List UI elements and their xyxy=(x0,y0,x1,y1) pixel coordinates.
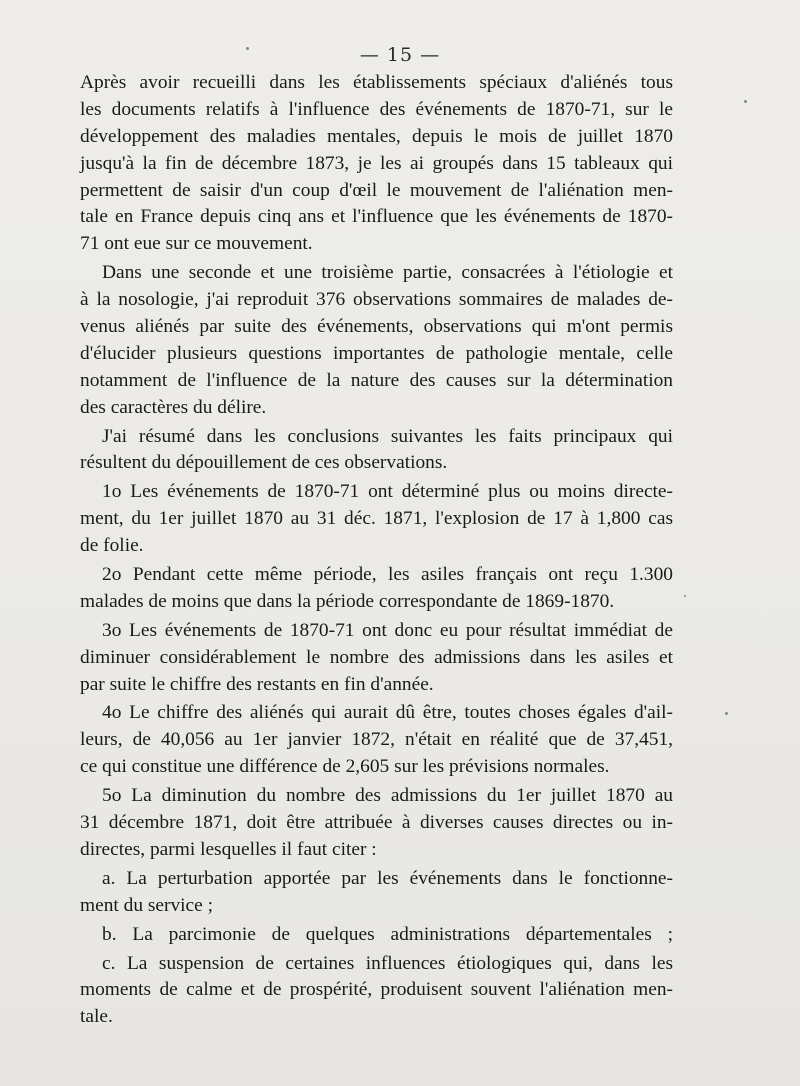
text-line: à la nosologie, j'ai reproduit 376 observations sommaires de malades de- xyxy=(80,289,673,311)
text-line: de folie. xyxy=(80,535,144,557)
page-speck xyxy=(684,595,686,597)
page-speck xyxy=(744,100,747,103)
text-line: ce qui constitue une différence de 2,605 sur les prévisions normales. xyxy=(80,756,610,778)
text-line: venus aliénés par suite des événements, observations qui m'ont permis xyxy=(80,316,673,338)
text-line: résultent du dépouillement de ces observations. xyxy=(80,452,448,474)
text-line: 71 ont eue sur ce mouvement. xyxy=(80,233,313,255)
text-line: b. La parcimonie de quelques administrations départementales ; xyxy=(102,923,673,945)
text-line: jusqu'à la fin de décembre 1873, je les ai groupés dans 15 tableaux qui xyxy=(80,152,673,174)
text-line: 31 décembre 1871, doit être attribuée à diverses causes directes ou in- xyxy=(80,812,673,834)
text-line: développement des maladies mentales, depuis le mois de juillet 1870 xyxy=(80,125,673,147)
text-line: ment, du 1er juillet 1870 au 31 déc. 1871, l'explosion de 17 à 1,800 cas xyxy=(80,508,673,530)
text-line: 4o Le chiffre des aliénés qui aurait dû être, toutes choses égales d'ail- xyxy=(102,702,673,724)
text-line: permettent de saisir d'un coup d'œil le mouvement de l'aliénation men- xyxy=(80,179,673,201)
text-line: malades de moins que dans la période correspondante de 1869-1870. xyxy=(80,590,615,612)
text-line: tale. xyxy=(80,1006,113,1028)
text-line: tale en France depuis cinq ans et l'influence que les événements de 1870- xyxy=(80,206,673,228)
text-line: par suite le chiffre des restants en fin d'année. xyxy=(80,673,434,695)
text-line: notamment de l'influence de la nature des causes sur la détermination xyxy=(80,369,673,391)
text-line: 2o Pendant cette même période, les asiles français ont reçu 1.300 xyxy=(102,564,673,586)
text-line: directes, parmi lesquelles il faut citer : xyxy=(80,838,377,860)
text-line: les documents relatifs à l'influence des événements de 1870-71, sur le xyxy=(80,98,673,120)
text-line: Dans une seconde et une troisième partie, consacrées à l'étiologie et xyxy=(102,262,673,284)
body-text xyxy=(80,70,673,1031)
text-line: moments de calme et de prospérité, produisent souvent l'aliénation men- xyxy=(80,979,673,1001)
text-line: 5o La diminution du nombre des admissions du 1er juillet 1870 au xyxy=(102,785,673,807)
page-speck xyxy=(725,712,728,715)
text-line: a. La perturbation apportée par les événements dans le fonctionne- xyxy=(102,867,673,889)
text-line: J'ai résumé dans les conclusions suivantes les faits principaux qui xyxy=(102,425,673,447)
text-line: 1o Les événements de 1870-71 ont déterminé plus ou moins directe- xyxy=(102,481,673,503)
page-number: — 15 — xyxy=(359,44,441,66)
text-line: d'élucider plusieurs questions importantes de pathologie mentale, celle xyxy=(80,342,673,364)
text-line: leurs, de 40,056 au 1er janvier 1872, n'était en réalité que de 37,451, xyxy=(80,729,673,751)
text-line: diminuer considérablement le nombre des admissions dans les asiles et xyxy=(80,646,673,668)
text-line: Après avoir recueilli dans les établissements spéciaux d'aliénés tous xyxy=(80,72,673,93)
text-line: ment du service ; xyxy=(80,894,213,916)
text-line: c. La suspension de certaines influences étiologiques qui, dans les xyxy=(102,952,673,974)
text-line: 3o Les événements de 1870-71 ont donc eu pour résultat immédiat de xyxy=(102,619,673,641)
page-speck xyxy=(246,47,249,50)
text-line: des caractères du délire. xyxy=(80,396,267,418)
